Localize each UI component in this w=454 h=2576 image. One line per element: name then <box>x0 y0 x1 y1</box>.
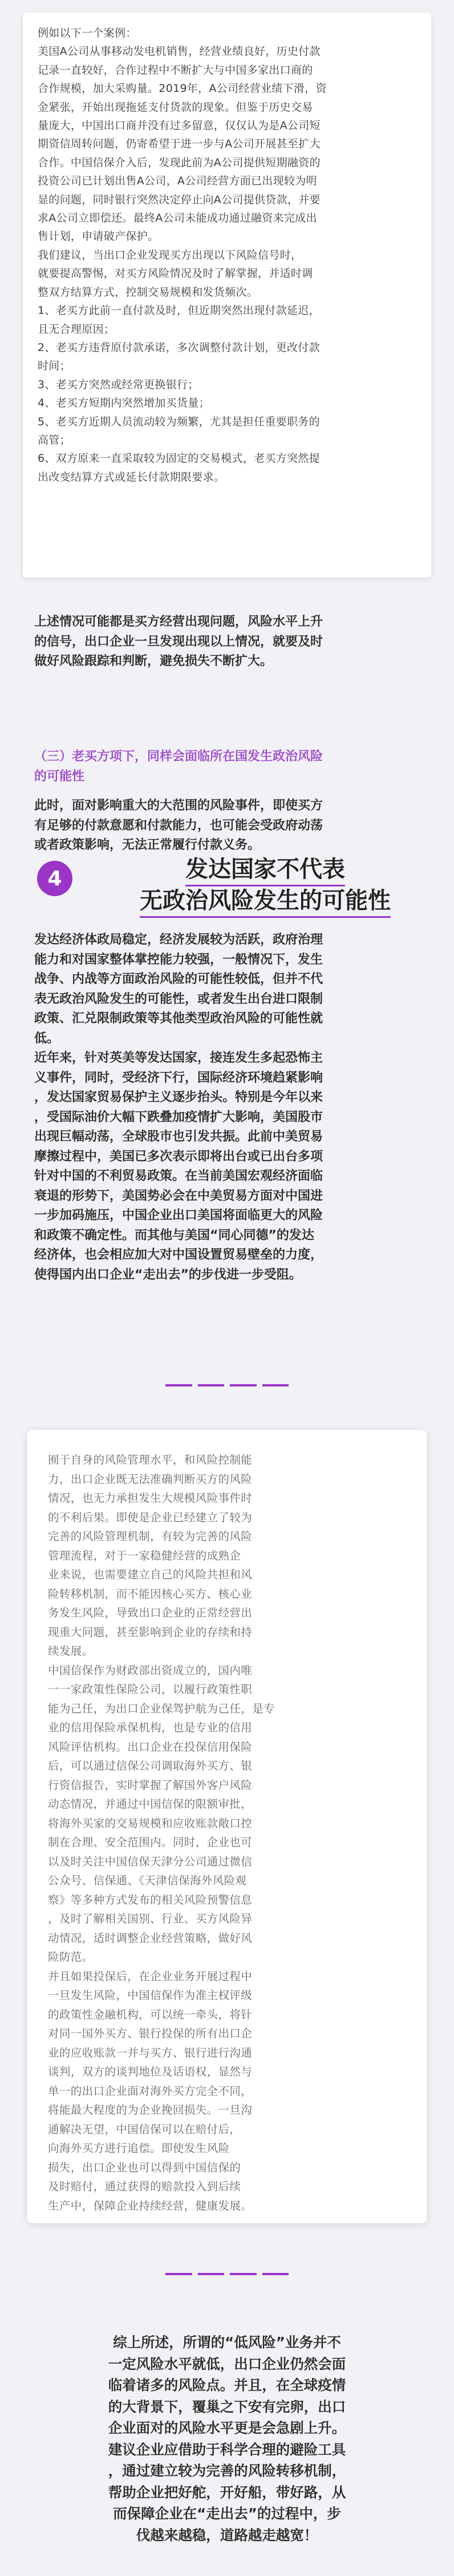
case-line: 3、老买方突然或经常更换银行； <box>38 378 199 391</box>
analysis-line: 一旦发生风险，中国信保作为准主权评级 <box>48 1989 253 2002</box>
developed-line: ，发达国家贸易保护主义逐步抬头。特别是今年以来 <box>34 1090 323 1104</box>
developed-line: 出现巨幅动荡，全球股市也引发共振。此前中美贸易 <box>34 1130 323 1144</box>
analysis-line: 的不利后果。即使是企业已经建立了较为 <box>48 1510 253 1524</box>
case-line: 2、老买方违背原付款承诺，多次调整付款计划，更改付款 <box>38 341 320 354</box>
section-divider-top <box>165 1384 289 1386</box>
case-line: 期资信周转问题，仍寄希望于进一步与A公司开展甚至扩大 <box>38 138 321 151</box>
analysis-line: 以及时关注中国信保天津分公司通过微信 <box>48 1855 253 1868</box>
analysis-line: 动态情况，并通过中国信保的限额审批， <box>48 1797 253 1811</box>
summary-line: 建议企业应借助于科学合理的避险工具 <box>108 2441 346 2458</box>
developed-line: 摩擦过程中，美国已多次表示即将出台或已出台多项 <box>34 1149 323 1164</box>
political-intro-line: 有足够的付款意愿和付款能力，也可能会受政府动荡 <box>34 818 323 833</box>
developed-countries-paragraph <box>34 930 422 1285</box>
summary-line: ，通过建立较为完善的风险转移机制， <box>108 2462 346 2479</box>
summary-line: 综上所述，所谓的“低风险”业务并不 <box>113 2334 341 2351</box>
case-line: 售计划，申请破产保护。 <box>38 230 159 243</box>
case-line: 6、双方原来一直采取较为固定的交易模式，老买方突然提 <box>38 452 320 465</box>
summary-line: 伐越来越稳，道路越走越宽！ <box>136 2526 318 2543</box>
analysis-line: 续发展。 <box>48 1644 94 1658</box>
subsection-line: （三）老买方项下，同样会面临所在国发生政治风险 <box>34 749 323 764</box>
case-line: 记录一直较好，合作过程中不断扩大与中国多家出口商的 <box>38 63 313 76</box>
analysis-line: 的政策性金融机构，可以统一牵头，将针 <box>48 2007 253 2021</box>
summary-line: 一定风险水平就低，出口企业仍然会面 <box>108 2355 346 2372</box>
developed-line: 衰退的形势下，美国势必会在中美贸易方面对中国进 <box>34 1188 323 1203</box>
case-line: 时间； <box>38 360 71 373</box>
political-risk-intro <box>34 796 422 856</box>
case-line: 合作规模，加大采购量。2019年，A公司经营业绩下滑，资 <box>38 82 327 95</box>
analysis-line: 一一家政策性保险公司，以履行政策性职 <box>48 1683 253 1696</box>
analysis-line: 险转移机制，而不能因核心买方、核心业 <box>48 1587 253 1601</box>
summary-line: 临着诸多的风险点。并且，在全球疫情 <box>108 2377 346 2393</box>
analysis-line: 业的信用保险承保机构，也是专业的信用 <box>48 1721 253 1734</box>
section-title-line-1: 发达国家不代表 <box>185 855 345 886</box>
case-line: 1、老买方此前一直付款及时，但近期突然出现付款延迟， <box>38 304 320 317</box>
analysis-line: 对同一国外买方、银行投保的所有出口企 <box>48 2027 253 2040</box>
developed-line: 一步加码施压，中国企业出口美国将面临更大的风险 <box>34 1208 323 1223</box>
developed-line: 义事件，同时，受经济下行，国际经济环境趋紧影响 <box>34 1070 323 1085</box>
developed-line: 近年来，针对英美等发达国家，接连发生多起恐怖主 <box>34 1051 323 1065</box>
analysis-line: 生产中，保障企业持续经营，健康发展。 <box>48 2199 253 2212</box>
analysis-line: 制在合理、安全范围内。同时，企业也可 <box>48 1836 253 1849</box>
warning-line: 的信号，出口企业一旦发现出现以上情况，就要及时 <box>34 634 323 649</box>
case-line: 高管； <box>38 433 71 446</box>
warning-paragraph <box>34 612 422 672</box>
section-number-badge: 4 <box>37 861 72 896</box>
analysis-line: 务发生风险，导致出口企业的正常经营出 <box>48 1606 253 1619</box>
developed-line: 战争、内战等方面政治风险的可能性较低，但并不代 <box>34 972 323 986</box>
case-line: 5、老买方近期人员流动较为频繁，尤其是担任重要职务的 <box>38 415 320 428</box>
subsection-heading-old-buyer-political-risk <box>34 747 422 787</box>
case-study-box <box>23 13 431 578</box>
analysis-line: 情况，也无力承担发生大规模风险事件时 <box>48 1491 253 1505</box>
case-line: 就要提高警惕，对买方风险情况及时了解掌握，并适时调 <box>38 267 313 280</box>
analysis-line: 中国信保作为财政部出资成立的，国内唯 <box>48 1663 253 1677</box>
case-line: 出改变结算方式或延长付款期限要求。 <box>38 470 225 483</box>
political-intro-line: 此时，面对影响重大的大范围的风险事件，即使买方 <box>34 799 323 813</box>
case-line: 例如以下一个案例： <box>38 27 137 39</box>
analysis-line: 现重大问题，甚至影响到企业的存续和持 <box>48 1625 253 1639</box>
analysis-line: 并且如果投保后，在企业业务开展过程中 <box>48 1969 253 1983</box>
developed-line: 低。 <box>34 1031 60 1046</box>
case-study-text <box>38 24 416 486</box>
analysis-line: 谈判，双方的谈判地位及话语权，显然与 <box>48 2065 253 2078</box>
case-line: 且无合理原因； <box>38 322 115 336</box>
warning-line: 做好风险跟踪和判断，避免损失不断扩大。 <box>34 654 273 668</box>
developed-line: 和政策不确定性。而其他与美国“同心同德”的发达 <box>34 1228 314 1243</box>
analysis-line: 险防范。 <box>48 1950 94 1964</box>
section-divider-bottom <box>165 2273 289 2275</box>
case-line: 4、老买方短期内突然增加买货量； <box>38 397 210 410</box>
analysis-line: 后，可以通过信保公司调取海外买方、银 <box>48 1759 253 1772</box>
developed-line: 发达经济体政局稳定，经济发展较为活跃，政府治理 <box>34 933 323 947</box>
case-line: 金紧张，开始出现拖延支付货款的现象。但鉴于历史交易 <box>38 100 313 114</box>
analysis-text <box>48 1450 406 2215</box>
analysis-line: 囿于自身的风险管理水平，和风险控制能 <box>48 1453 253 1466</box>
case-line: 合作。中国信保介入后，发现此前为A公司提供短期融资的 <box>38 156 321 169</box>
case-line: 投资公司已计划出售A公司，A公司经营方面已出现较为明 <box>38 175 317 188</box>
analysis-box <box>27 1430 427 2223</box>
subsection-line: 的可能性 <box>34 769 85 784</box>
section-title-text <box>111 855 419 918</box>
developed-line: 能力和对国家整体掌控能力较强，一般情况下，发生 <box>34 952 323 967</box>
analysis-line: 单一的出口企业面对海外买方完全不同， <box>48 2084 253 2098</box>
developed-line: ，受国际油价大幅下跌叠加疫情扩大影响，美国股市 <box>34 1110 323 1124</box>
analysis-line: 及时赔付，通过获得的赔款投入到后续 <box>48 2180 241 2193</box>
analysis-line: 通解决无望，中国信保可以在赔付后， <box>48 2122 241 2136</box>
section-title-line-2: 无政治风险发生的可能性 <box>140 886 391 918</box>
analysis-line: 力，出口企业既无法准确判断买方的风险 <box>48 1472 253 1486</box>
case-line: 整双方结算方式，控制交易规模和发货频次。 <box>38 285 258 299</box>
warning-line: 上述情况可能都是买方经营出现问题，风险水平上升 <box>34 615 323 629</box>
section-4-title <box>37 850 419 913</box>
analysis-line: 管理流程，对于一家稳健经营的成熟企 <box>48 1549 241 1562</box>
developed-line: 经济体，也会相应加大对中国设置贸易壁垒的力度， <box>34 1248 323 1262</box>
analysis-line: 损失，出口企业也可以得到中国信保的 <box>48 2160 241 2174</box>
summary-paragraph <box>38 2332 416 2546</box>
developed-line: 使得国内出口企业“走出去”的步伐进一步受阻。 <box>34 1267 302 1282</box>
analysis-line: 动情况，适时调整企业经营策略，做好风 <box>48 1931 253 1945</box>
analysis-line: 公众号、信保通、《天津信保海外风险观 <box>48 1874 247 1887</box>
analysis-line: 风险评估机构。出口企业在投保信用保险 <box>48 1740 253 1753</box>
developed-line: 针对中国的不利贸易政策。在当前美国宏观经济面临 <box>34 1169 323 1183</box>
analysis-line: 将海外买家的交易规模和应收账款敞口控 <box>48 1816 253 1830</box>
case-line: 显的问题，同时银行突然决定停止向A公司提供贷款，并要 <box>38 193 321 206</box>
summary-line: 帮助企业把好舵，开好船，带好路，从 <box>108 2484 346 2501</box>
analysis-line: 将能最大程度的为企业挽回损失。一旦沟 <box>48 2103 253 2117</box>
case-line: 量庞大，中国出口商并没有过多留意，仅仅认为是A公司短 <box>38 119 321 132</box>
case-line: 美国A公司从事移动发电机销售，经营业绩良好，历史付款 <box>38 45 321 58</box>
case-line: 我们建议，当出口企业发现买方出现以下风险信号时， <box>38 248 302 261</box>
analysis-line: 能为己任，为出口企业保驾护航为己任，是专 <box>48 1702 275 1715</box>
summary-line: 的大背景下，覆巢之下安有完卵，出口 <box>108 2398 346 2415</box>
summary-line: 企业面对的风险水平更是会急剧上升。 <box>108 2420 346 2436</box>
developed-line: 表无政治风险发生的可能性，或者发生出台进口限制 <box>34 991 323 1006</box>
political-intro-line: 或者政策影响，无法正常履行付款义务。 <box>34 838 261 852</box>
analysis-line: 察》等多种方式发布的相关风险预警信息 <box>48 1893 253 1906</box>
analysis-line: 业的应收账款一并与买方、银行进行沟通 <box>48 2046 253 2059</box>
developed-line: 政策、汇兑限制政策等其他类型政治风险的可能性就 <box>34 1011 323 1026</box>
analysis-line: 向海外买方进行追偿。即使发生风险 <box>48 2142 230 2155</box>
analysis-line: ，及时了解相关国别、行业、买方风险异 <box>48 1912 253 1925</box>
case-line: 求A公司立即偿还。最终A公司未能成功通过融资来完成出 <box>38 212 317 225</box>
analysis-line: 业来说，也需要建立自己的风险共担和风 <box>48 1568 253 1581</box>
analysis-line: 完善的风险管理机制，有较为完善的风险 <box>48 1530 253 1543</box>
summary-line: 而保障企业在“走出去”的过程中，步 <box>113 2505 341 2522</box>
analysis-line: 行资信报告，实时掌握了解国外客户风险 <box>48 1778 253 1792</box>
